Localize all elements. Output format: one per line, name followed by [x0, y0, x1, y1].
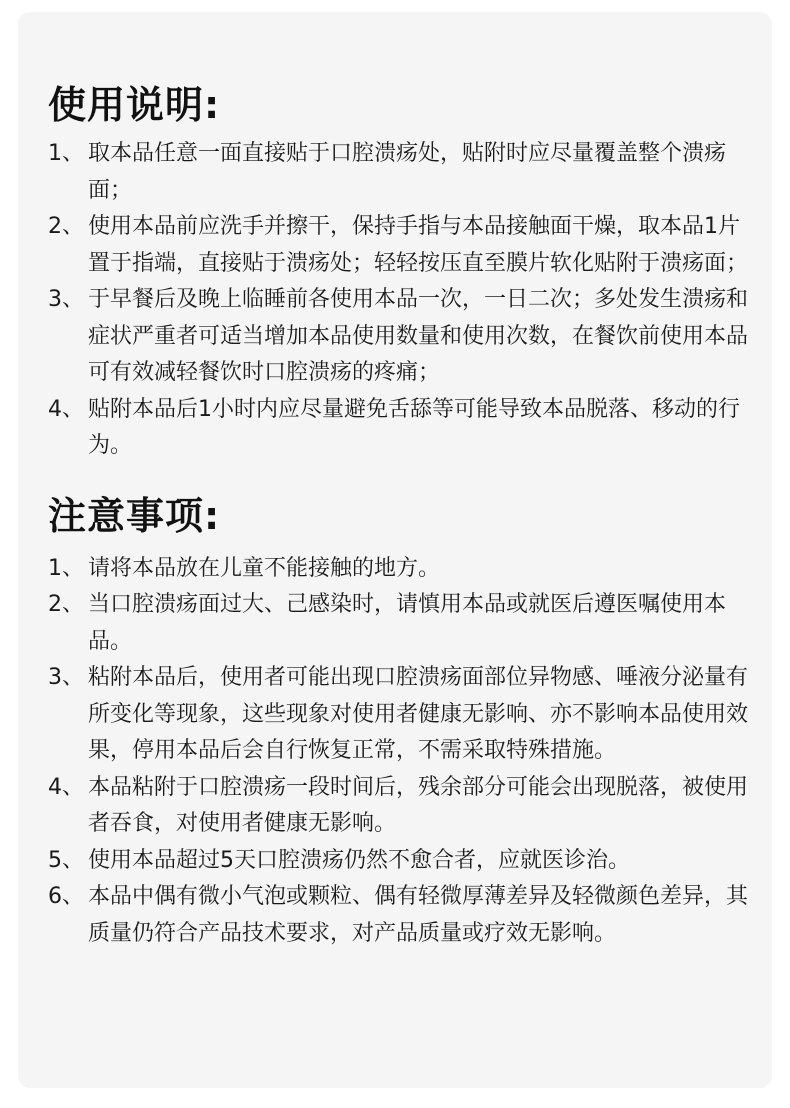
notes-item-6: [48, 879, 750, 952]
notes-item-5: [48, 843, 750, 880]
notes-item-4: [48, 770, 750, 843]
usage-item-3: [48, 282, 750, 392]
usage-list: [48, 136, 750, 465]
usage-item-number: 3、: [48, 287, 84, 312]
usage-item-number: 1、: [48, 141, 84, 166]
usage-item-text: 贴附本品后1小时内应尽量避免舌舔等可能导致本品脱落、移动的行为。: [88, 396, 740, 458]
usage-item-number: 2、: [48, 214, 84, 239]
notes-item-number: 5、: [48, 847, 84, 873]
notes-item-2: [48, 587, 750, 660]
usage-item-4: [48, 392, 750, 465]
usage-item-number: 4、: [48, 396, 84, 422]
usage-item-2: [48, 209, 750, 282]
notes-item-text: 当口腔溃疡面过大、己感染时，请慎用本品或就医后遵医嘱使用本品。: [88, 592, 727, 654]
notes-title: 注意事项:: [48, 493, 221, 538]
notes-item-text: 使用本品超过5天口腔溃疡仍然不愈合者，应就医诊治。: [88, 847, 630, 873]
notes-item-text: 本品粘附于口腔溃疡一段时间后，残余部分可能会出现脱落，被使用者吞食，对使用者健康无影响。: [88, 774, 749, 836]
notes-item-text: 请将本品放在儿童不能接触的地方。: [88, 555, 441, 581]
notes-item-3: [48, 660, 750, 770]
notes-item-number: 6、: [48, 884, 84, 909]
notes-item-number: 2、: [48, 592, 84, 617]
notes-item-number: 4、: [48, 774, 84, 800]
notes-item-1: [48, 551, 750, 588]
usage-title: 使用说明:: [48, 83, 221, 127]
instructions-card: [18, 12, 772, 1088]
usage-item-1: [48, 136, 750, 209]
notes-list: [48, 551, 750, 953]
usage-item-text: 取本品任意一面直接贴于口腔溃疡处，贴附时应尽量覆盖整个溃疡面；: [88, 141, 727, 203]
usage-item-text: 使用本品前应洗手并擦干，保持手指与本品接触面干燥，取本品1片置于指端，直接贴于溃疡处；轻轻按压直至膜片软化贴附于溃疡面；: [88, 214, 749, 276]
notes-item-text: 粘附本品后，使用者可能出现口腔溃疡面部位异物感、唾液分泌量有所变化等现象，这些现象对使用者健康无影响、亦不影响本品使用效果，停用本品后会自行恢复正常，不需采取特殊措施。: [88, 665, 749, 763]
notes-item-text: 本品中偶有微小气泡或颗粒、偶有轻微厚薄差异及轻微颜色差异，其质量仍符合产品技术要求，对产品质量或疗效无影响。: [88, 884, 749, 946]
notes-item-number: 1、: [48, 555, 84, 581]
usage-item-text: 于早餐后及晚上临睡前各使用本品一次，一日二次；多处发生溃疡和症状严重者可适当增加本品使用数量和使用次数，在餐饮前使用本品可有效减轻餐饮时口腔溃疡的疼痛；: [88, 287, 749, 385]
notes-item-number: 3、: [48, 665, 84, 690]
